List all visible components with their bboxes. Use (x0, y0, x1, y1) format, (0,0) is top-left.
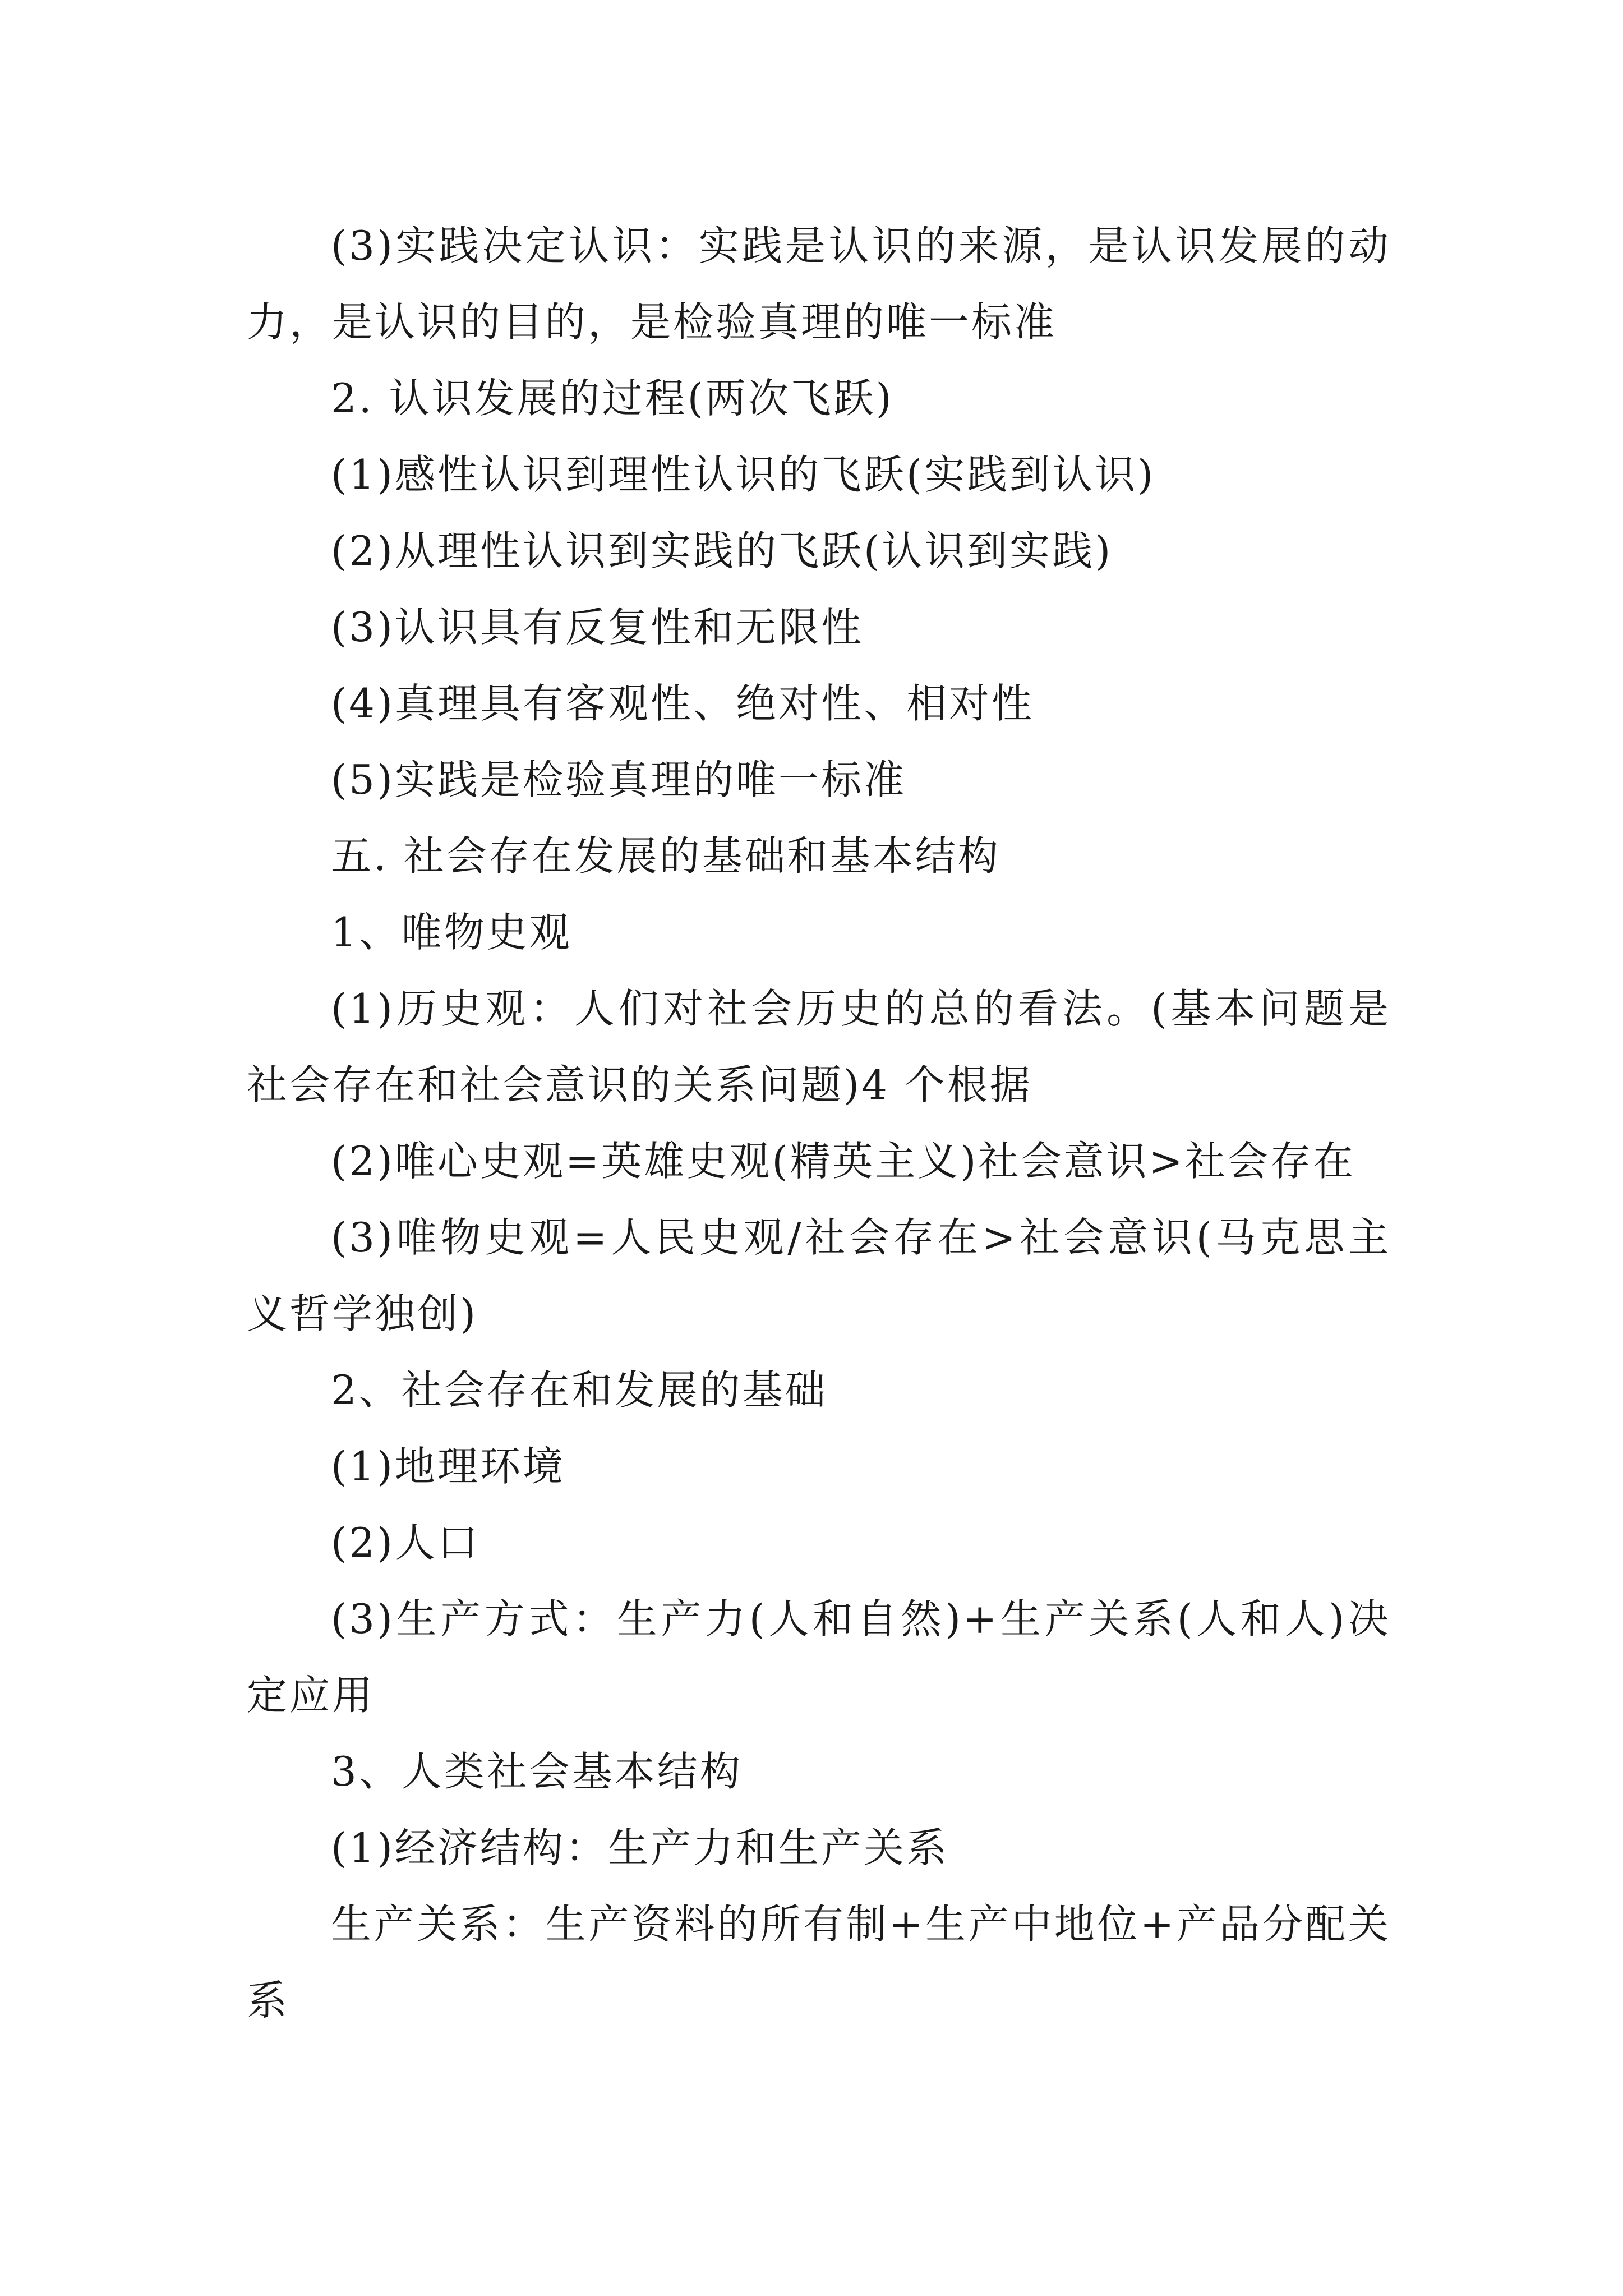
list-item: (4)真理具有客观性、绝对性、相对性 (331, 680, 1034, 727)
subsection-heading: 2、社会存在和发展的基础 (331, 1366, 828, 1414)
list-item: (1)地理环境 (331, 1443, 565, 1490)
heading-cognition-process: 2. 认识发展的过程(两次飞跃) (331, 375, 894, 422)
section-heading: 五. 社会存在发展的基础和基本结构 (331, 832, 1000, 880)
list-item: (5)实践是检验真理的唯一标准 (331, 756, 906, 803)
paragraph-practice-determines-cognition: (3)实践决定认识：实践是认识的来源，是认识发展的动力，是认识的目的，是检验真理的唯一标准 (247, 222, 1391, 346)
paragraph-production-relations: 生产关系：生产资料的所有制+生产中地位+产品分配关系 (247, 1901, 1391, 2024)
subsection-heading: 3、人类社会基本结构 (331, 1748, 743, 1795)
list-item: (1)经济结构：生产力和生产关系 (331, 1824, 949, 1871)
list-item: (2)人口 (331, 1519, 480, 1566)
document-body (247, 208, 1391, 2039)
list-item: (2)唯心史观=英雄史观(精英主义)社会意识>社会存在 (331, 1138, 1355, 1185)
list-item: (3)唯物史观=人民史观/社会存在>社会意识(马克思主义哲学独创) (247, 1214, 1391, 1337)
list-item: (2)从理性认识到实践的飞跃(认识到实践) (331, 527, 1113, 574)
list-item: (3)认识具有反复性和无限性 (331, 604, 864, 651)
subsection-heading: 1、唯物史观 (331, 909, 572, 956)
list-item: (1)历史观：人们对社会历史的总的看法。(基本问题是社会存在和社会意识的关系问题)4 个根据 (247, 985, 1391, 1108)
list-item: (3)生产方式：生产力(人和自然)+生产关系(人和人)决定应用 (247, 1595, 1391, 1719)
list-item: (1)感性认识到理性认识的飞跃(实践到认识) (331, 451, 1156, 498)
